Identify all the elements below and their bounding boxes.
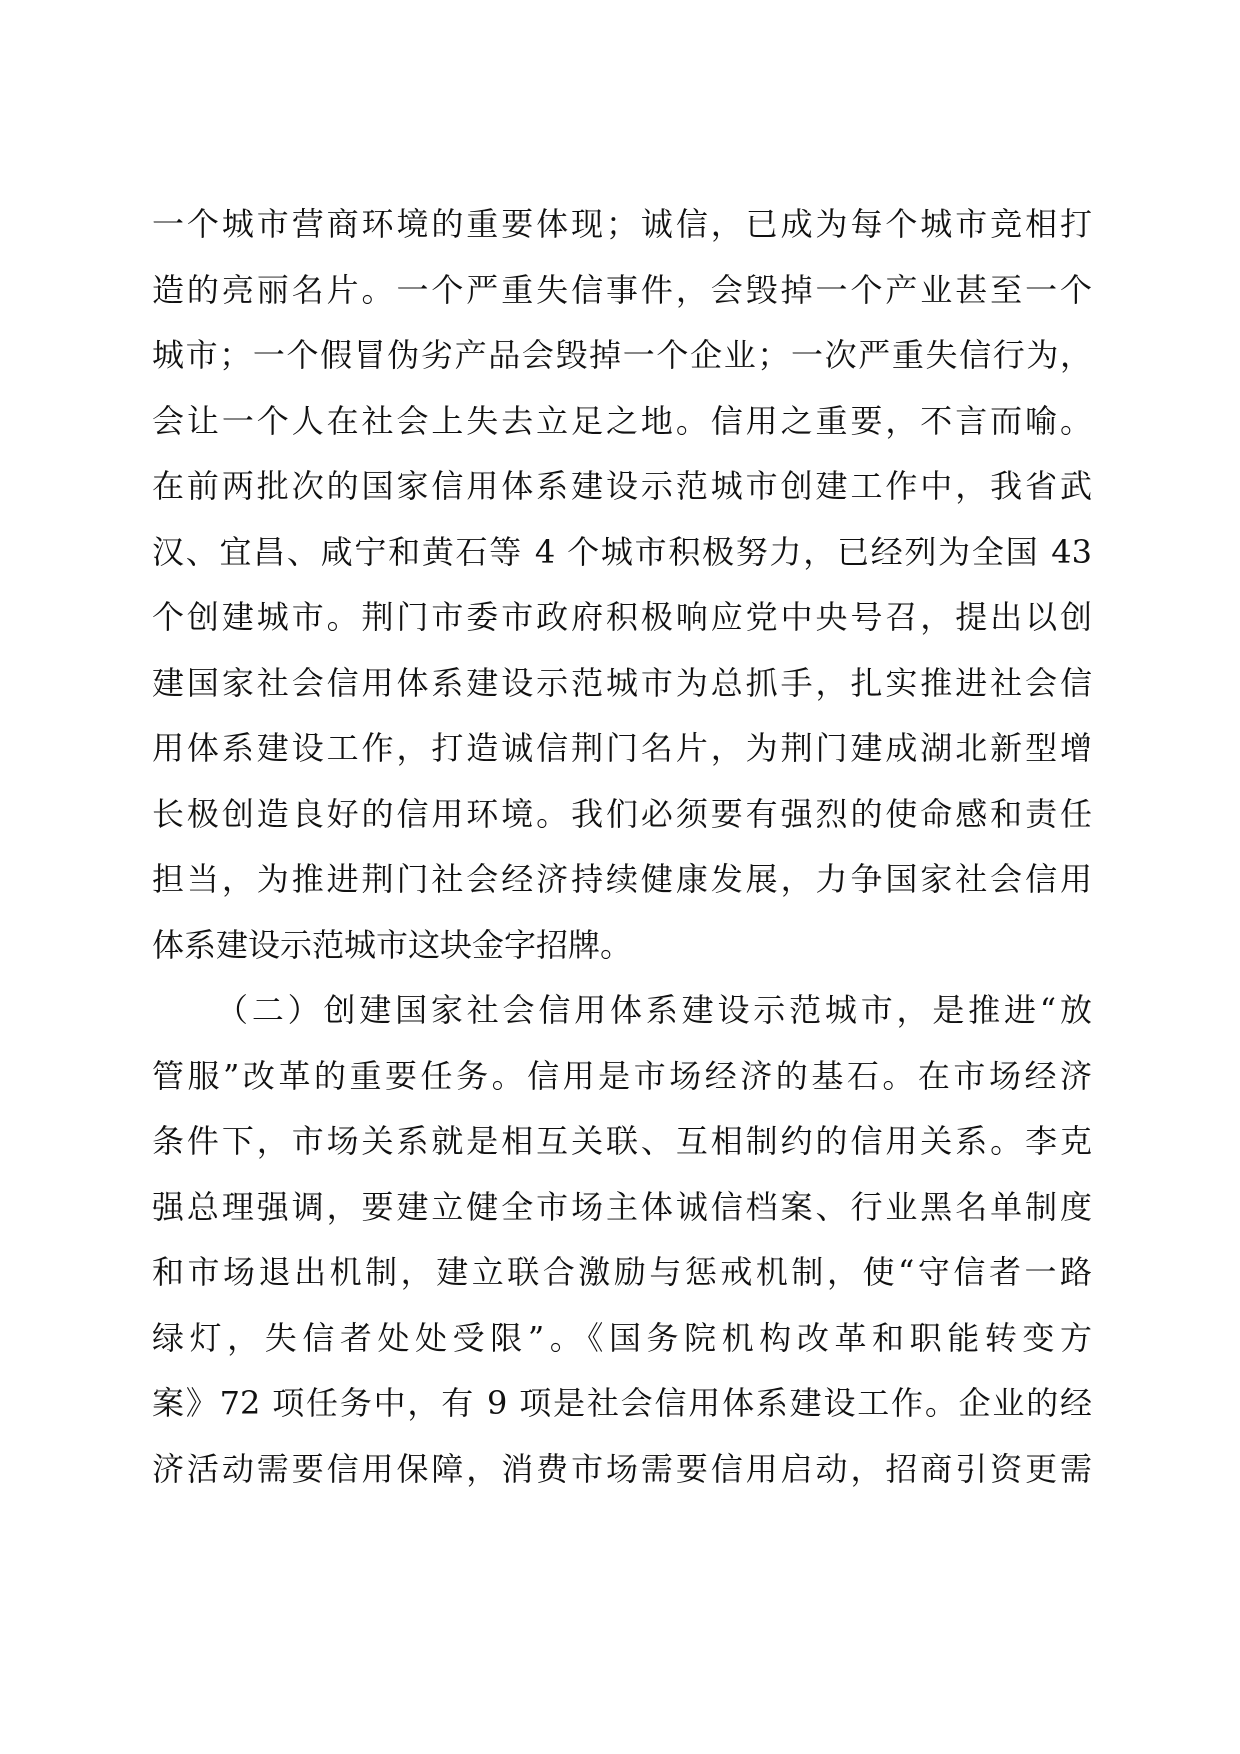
text-line: 担当，为推进荆门社会经济持续健康发展，力争国家社会信用 <box>152 860 1092 898</box>
text-line: 条件下，市场关系就是相互关联、互相制约的信用关系。李克 <box>152 1122 1092 1160</box>
text-line: 个创建城市。荆门市委市政府积极响应党中央号召，提出以创 <box>152 598 1092 636</box>
text-line: 用体系建设工作，打造诚信荆门名片，为荆门建成湖北新型增 <box>152 729 1092 767</box>
text-line: 绿灯，失信者处处受限”。《国务院机构改革和职能转变方 <box>152 1318 1092 1357</box>
text-line: 城市；一个假冒伪劣产品会毁掉一个企业；一次严重失信行为， <box>152 336 1092 374</box>
text-line: 案》72 项任务中，有 9 项是社会信用体系建设工作。企业的经 <box>152 1384 1092 1422</box>
text-line: 管服”改革的重要任务。信用是市场经济的基石。在市场经济 <box>152 1056 1092 1095</box>
section-heading-line: （二）创建国家社会信用体系建设示范城市，是推进“放 <box>216 991 1092 1029</box>
text-line: 长极创造良好的信用环境。我们必须要有强烈的使命感和责任 <box>152 794 1092 833</box>
text-line: 和市场退出机制，建立联合激励与惩戒机制，使“守信者一路 <box>152 1253 1092 1291</box>
text-line: 强总理强调，要建立健全市场主体诚信档案、行业黑名单制度 <box>152 1187 1092 1226</box>
text-line: 济活动需要信用保障，消费市场需要信用启动，招商引资更需 <box>152 1449 1092 1488</box>
document-body <box>152 192 1092 1502</box>
text-line: 在前两批次的国家信用体系建设示范城市创建工作中，我省武 <box>152 467 1092 505</box>
text-line: 会让一个人在社会上失去立足之地。信用之重要，不言而喻。 <box>152 401 1092 440</box>
text-line: 一个城市营商环境的重要体现；诚信，已成为每个城市竞相打 <box>152 205 1092 243</box>
text-line: 造的亮丽名片。一个严重失信事件，会毁掉一个产业甚至一个 <box>152 270 1092 309</box>
text-line: 汉、宜昌、咸宁和黄石等 4 个城市积极努力，已经列为全国 43 <box>152 532 1092 571</box>
text-line: 建国家社会信用体系建设示范城市为总抓手，扎实推进社会信 <box>152 663 1092 702</box>
text-line: 体系建设示范城市这块金字招牌。 <box>152 925 633 964</box>
